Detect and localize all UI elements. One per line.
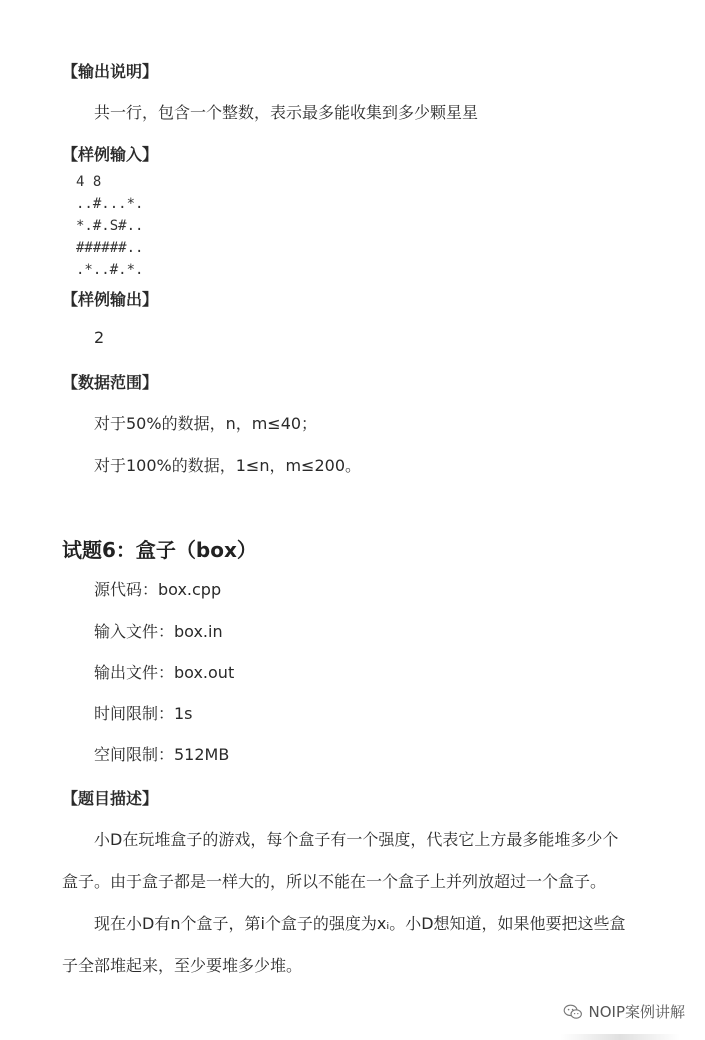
data-range-line: 对于100%的数据，1≤n，m≤200。 bbox=[94, 456, 362, 475]
source-file-info: 源代码：box.cpp bbox=[94, 580, 222, 599]
sample-input-line: *.#.S#.. bbox=[76, 218, 144, 234]
description-line: 现在小D有n个盒子，第i个盒子的强度为xᵢ。小D想知道，如果他要把这些盒 bbox=[94, 914, 626, 933]
time-limit-info: 时间限制：1s bbox=[94, 704, 193, 723]
data-range-heading: 【数据范围】 bbox=[62, 373, 159, 392]
sample-input-heading: 【样例输入】 bbox=[62, 145, 159, 164]
scan-artifact bbox=[560, 1034, 680, 1040]
sample-output-value: 2 bbox=[94, 328, 105, 347]
problem-title: 试题6：盒子（box） bbox=[62, 538, 257, 562]
wechat-icon bbox=[563, 1004, 583, 1020]
description-heading: 【题目描述】 bbox=[62, 789, 159, 808]
watermark bbox=[563, 1001, 686, 1022]
data-range-line: 对于50%的数据，n，m≤40； bbox=[94, 414, 318, 433]
sample-input-line: ######.. bbox=[76, 240, 144, 256]
description-line: 小D在玩堆盒子的游戏，每个盒子有一个强度，代表它上方最多能堆多少个 bbox=[94, 830, 619, 849]
output-file-info: 输出文件：box.out bbox=[94, 663, 235, 682]
sample-input-line: .*..#.*. bbox=[76, 262, 144, 278]
sample-input-line: 4 8 bbox=[76, 174, 102, 190]
description-line: 子全部堆起来，至少要堆多少堆。 bbox=[62, 956, 303, 975]
watermark-text: NOIP案例讲解 bbox=[588, 1003, 685, 1021]
memory-limit-info: 空间限制：512MB bbox=[94, 745, 230, 764]
sample-input-line: ..#...*. bbox=[76, 196, 144, 212]
description-line: 盒子。由于盒子都是一样大的，所以不能在一个盒子上并列放超过一个盒子。 bbox=[62, 872, 607, 891]
output-desc-heading: 【输出说明】 bbox=[62, 62, 159, 81]
output-desc-text: 共一行，包含一个整数，表示最多能收集到多少颗星星 bbox=[94, 103, 479, 122]
sample-input-block bbox=[76, 171, 143, 281]
input-file-info: 输入文件：box.in bbox=[94, 622, 223, 641]
sample-output-heading: 【样例输出】 bbox=[62, 290, 159, 309]
